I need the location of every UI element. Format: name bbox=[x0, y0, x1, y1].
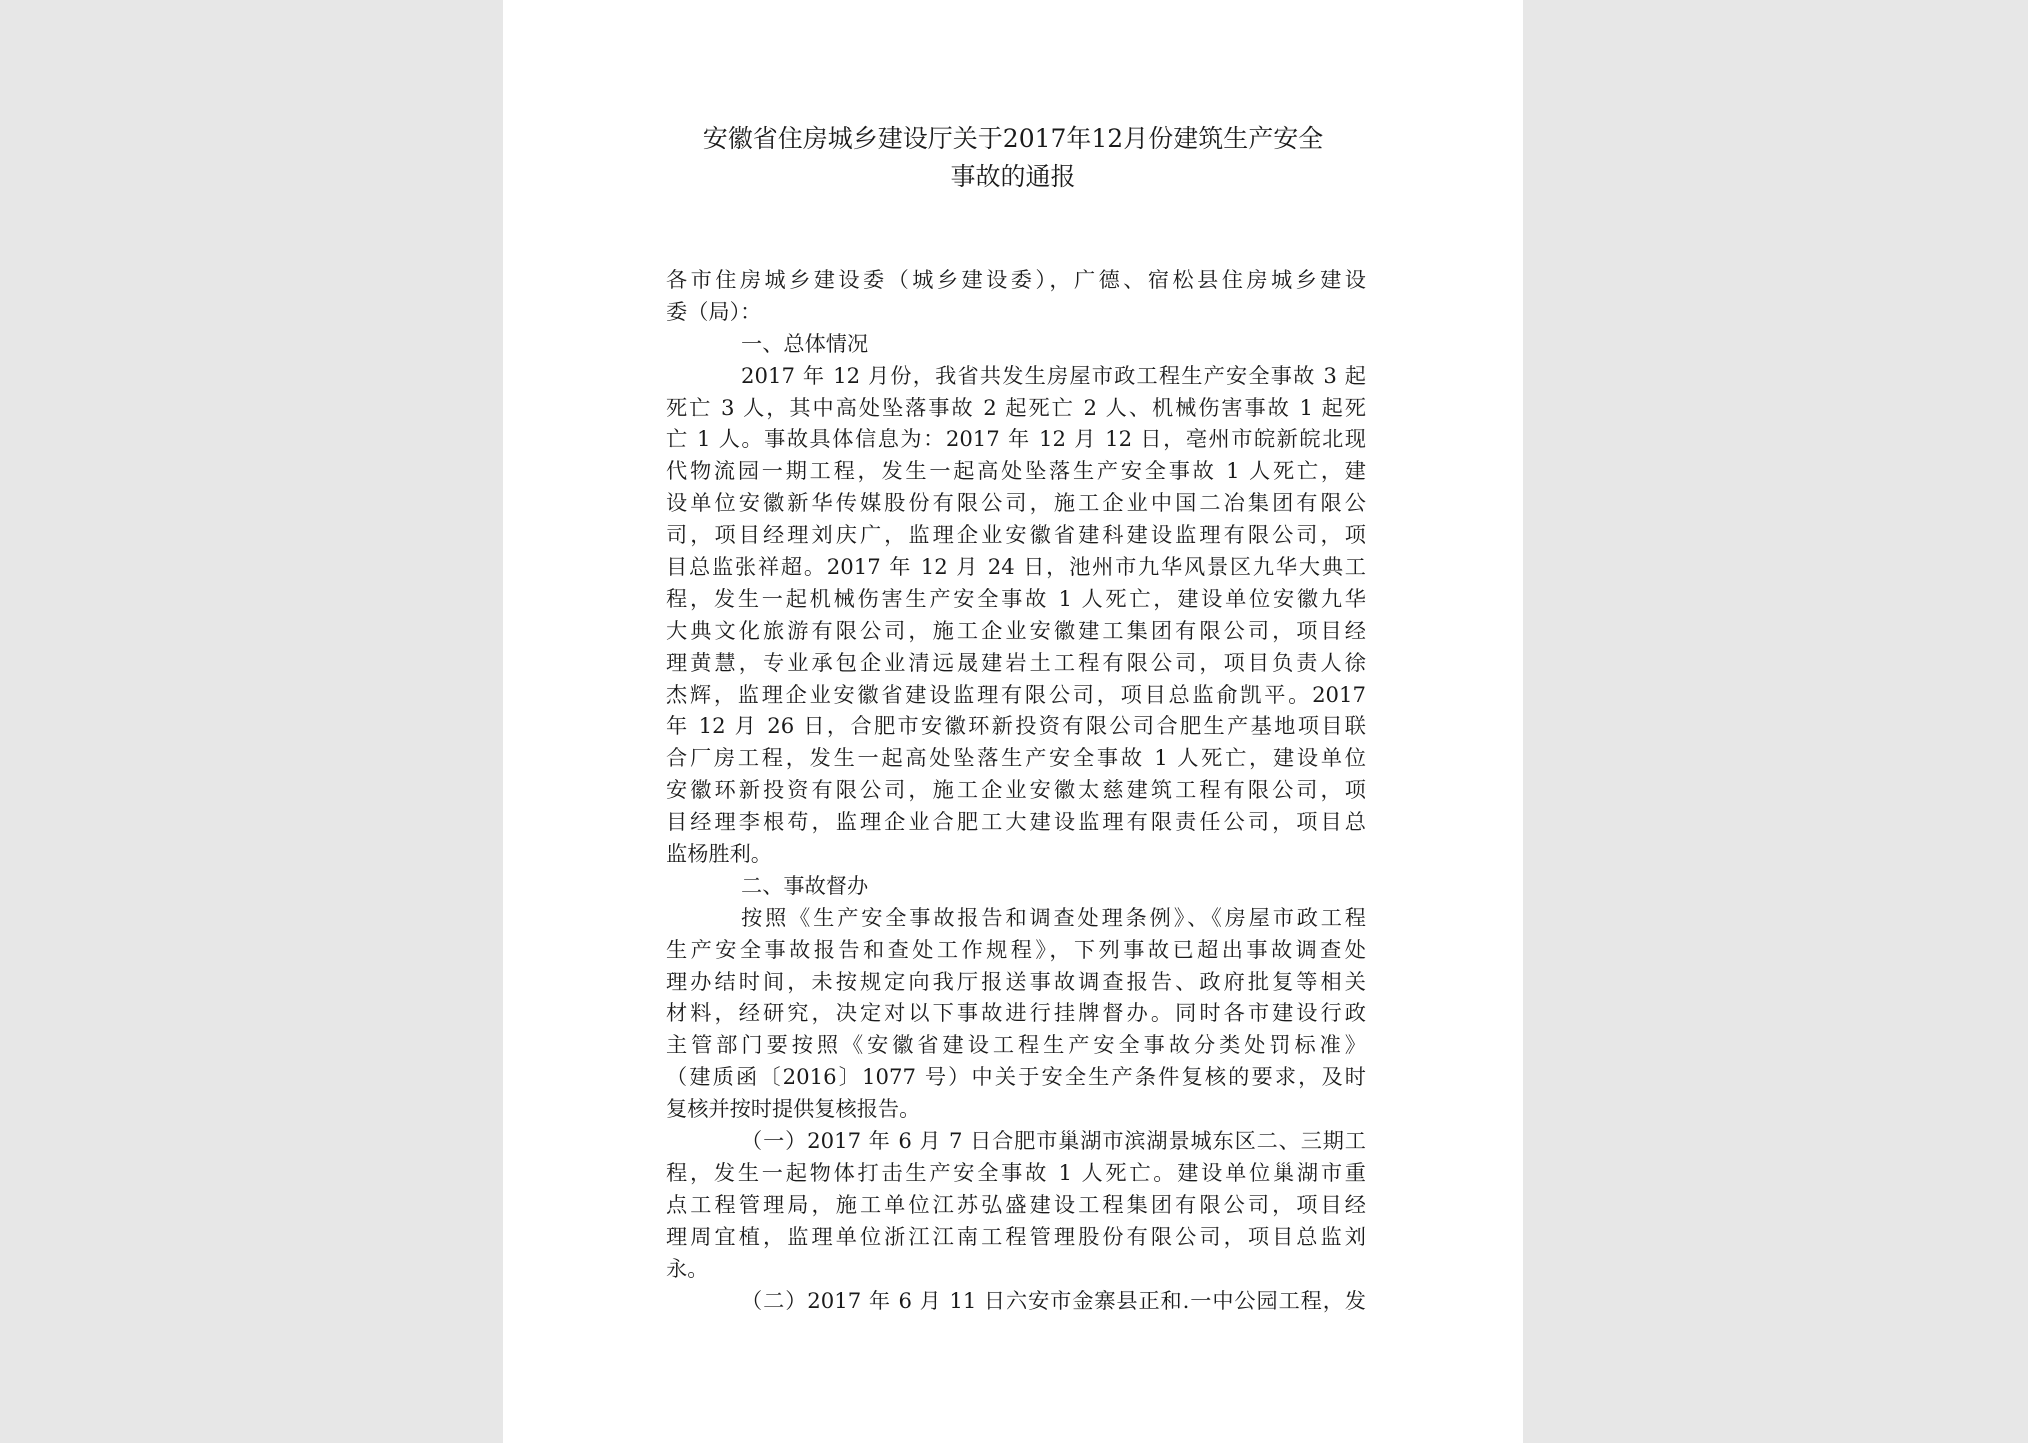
text-line: 主管部门要按照《安徽省建设工程生产安全事故分类处罚标准》 bbox=[666, 1032, 1366, 1058]
text-line: 理办结时间，未按规定向我厅报送事故调查报告、政府批复等相关 bbox=[666, 968, 1366, 994]
text-line: 司，项目经理刘庆广，监理企业安徽省建科建设监理有限公司，项 bbox=[666, 522, 1366, 548]
text-line: （建质函〔2016〕1077 号）中关于安全生产条件复核的要求，及时 bbox=[666, 1064, 1366, 1090]
text-line: 材料，经研究，决定对以下事故进行挂牌督办。同时各市建设行政 bbox=[666, 1000, 1366, 1026]
text-line: 杰辉，监理企业安徽省建设监理有限公司，项目总监俞凯平。2017 bbox=[666, 681, 1366, 707]
text-line: 程，发生一起机械伤害生产安全事故 1 人死亡，建设单位安徽九华 bbox=[666, 585, 1366, 611]
text-line: 按照《生产安全事故报告和调查处理条例》、《房屋市政工程 bbox=[741, 904, 1366, 930]
text-line: 监杨胜利。 bbox=[666, 841, 772, 867]
text-line: 死亡 3 人，其中高处坠落事故 2 起死亡 2 人、机械伤害事故 1 起死 bbox=[666, 394, 1366, 420]
text-line: 程，发生一起物体打击生产安全事故 1 人死亡。建设单位巢湖市重 bbox=[666, 1159, 1366, 1185]
text-line: 目经理李根苟，监理企业合肥工大建设监理有限责任公司，项目总 bbox=[666, 809, 1366, 835]
text-line: 大典文化旅游有限公司，施工企业安徽建工集团有限公司，项目经 bbox=[666, 617, 1366, 643]
text-line: 安徽环新投资有限公司，施工企业安徽太慈建筑工程有限公司，项 bbox=[666, 777, 1366, 803]
text-line: 合厂房工程，发生一起高处坠落生产安全事故 1 人死亡，建设单位 bbox=[666, 745, 1366, 771]
text-line: 亡 1 人。事故具体信息为：2017 年 12 月 12 日，亳州市皖新皖北现 bbox=[666, 426, 1366, 452]
text-line: 理周宜植，监理单位浙江江南工程管理股份有限公司，项目总监刘 bbox=[666, 1223, 1366, 1249]
text-line: （一）2017 年 6 月 7 日合肥市巢湖市滨湖景城东区二、三期工 bbox=[741, 1128, 1366, 1154]
text-line: 一、总体情况 bbox=[741, 330, 869, 356]
text-line: 二、事故督办 bbox=[741, 872, 869, 898]
text-line: 复核并按时提供复核报告。 bbox=[666, 1096, 921, 1122]
text-line: 点工程管理局，施工单位江苏弘盛建设工程集团有限公司，项目经 bbox=[666, 1191, 1366, 1217]
text-line: （二）2017 年 6 月 11 日六安市金寨县正和.一中公园工程，发 bbox=[741, 1287, 1366, 1313]
text-line: 设单位安徽新华传媒股份有限公司，施工企业中国二冶集团有限公 bbox=[666, 490, 1366, 516]
document-page bbox=[503, 0, 1523, 1443]
text-line: 委（局）： bbox=[666, 298, 762, 324]
text-line: 年 12 月 26 日，合肥市安徽环新投资有限公司合肥生产基地项目联 bbox=[666, 713, 1366, 739]
text-line: 各市住房城乡建设委（城乡建设委），广德、宿松县住房城乡建设 bbox=[666, 267, 1366, 292]
text-line: 目总监张祥超。2017 年 12 月 24 日，池州市九华风景区九华大典工 bbox=[666, 554, 1366, 580]
document-title bbox=[503, 120, 1523, 196]
text-line: 理黄慧，专业承包企业清远晟建岩土工程有限公司，项目负责人徐 bbox=[666, 649, 1366, 675]
document-body bbox=[666, 264, 1366, 1316]
text-line: 生产安全事故报告和查处工作规程》，下列事故已超出事故调查处 bbox=[666, 936, 1366, 962]
text-line: 代物流园一期工程，发生一起高处坠落生产安全事故 1 人死亡，建 bbox=[666, 458, 1366, 484]
text-line: 2017 年 12 月份，我省共发生房屋市政工程生产安全事故 3 起 bbox=[741, 362, 1366, 388]
title-line: 安徽省住房城乡建设厅关于2017年12月份建筑生产安全 bbox=[702, 124, 1324, 153]
title-line: 事故的通报 bbox=[950, 162, 1076, 191]
text-line: 永。 bbox=[666, 1255, 709, 1281]
